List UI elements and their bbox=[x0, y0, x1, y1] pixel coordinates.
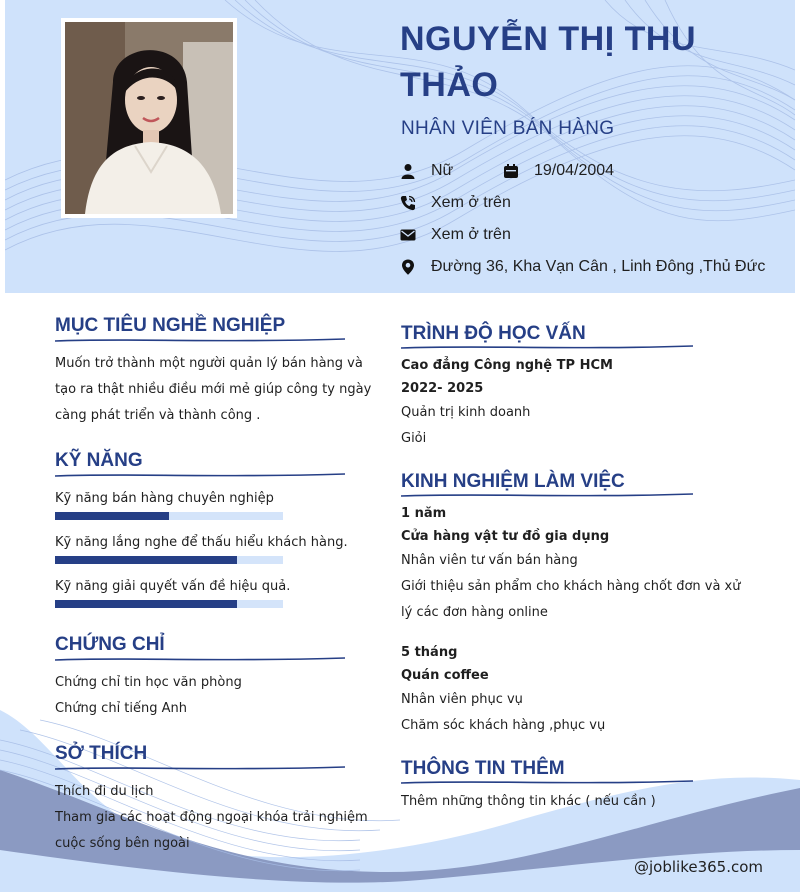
education-major: Quản trị kinh doanh bbox=[401, 405, 531, 420]
certificate-item: Chứng chỉ tiếng Anh bbox=[55, 701, 188, 716]
certificate-item: Chứng chỉ tin học văn phòng bbox=[55, 675, 242, 690]
job-position: Nhân viên phục vụ bbox=[401, 692, 523, 707]
objective-underline bbox=[55, 336, 345, 344]
email-row bbox=[400, 226, 511, 244]
calendar-icon bbox=[503, 163, 519, 179]
education-school: Cao đẳng Công nghệ TP HCM bbox=[401, 358, 613, 373]
experience-title: KINH NGHIỆM LÀM VIỆC bbox=[401, 471, 625, 492]
skill-label: Kỹ năng giải quyết vấn đề hiệu quả. bbox=[55, 579, 291, 594]
job-desc-line: Chăm sóc khách hàng ,phục vụ bbox=[401, 718, 606, 733]
certificates-underline bbox=[55, 655, 345, 663]
phone-icon bbox=[400, 195, 416, 211]
education-underline bbox=[401, 343, 693, 351]
hobby-line: Thích đi du lịch bbox=[55, 784, 154, 799]
objective-title: MỤC TIÊU NGHỀ NGHIỆP bbox=[55, 315, 286, 336]
job-duration: 1 năm bbox=[401, 506, 447, 521]
email-icon bbox=[400, 227, 416, 243]
profile-photo-frame bbox=[61, 18, 237, 218]
skills-title: KỸ NĂNG bbox=[55, 450, 143, 471]
user-icon bbox=[400, 163, 416, 179]
hobbies-title: SỞ THÍCH bbox=[55, 743, 148, 764]
profile-photo bbox=[65, 22, 233, 214]
birthday-value: 19/04/2004 bbox=[534, 162, 615, 179]
extra-info-underline bbox=[401, 778, 693, 786]
gender-value: Nữ bbox=[431, 162, 454, 179]
hobby-line: cuộc sống bên ngoài bbox=[55, 836, 190, 851]
location-icon bbox=[400, 259, 416, 275]
objective-text bbox=[55, 351, 371, 429]
certificates-title: CHỨNG CHỈ bbox=[55, 634, 165, 655]
job-desc-line: lý các đơn hàng online bbox=[401, 605, 548, 620]
gender-row bbox=[400, 162, 453, 180]
phone-row bbox=[400, 194, 511, 212]
skill-bar bbox=[55, 512, 283, 520]
education-details bbox=[401, 400, 530, 452]
hobbies-underline bbox=[55, 764, 345, 772]
job-details bbox=[401, 548, 741, 626]
hobbies-text bbox=[55, 779, 368, 857]
extra-info-text: Thêm những thông tin khác ( nếu cần ) bbox=[401, 794, 656, 809]
job-duration: 5 tháng bbox=[401, 645, 458, 660]
skills-underline bbox=[55, 471, 345, 479]
skill-label: Kỹ năng bán hàng chuyên nghiệp bbox=[55, 491, 274, 506]
objective-line: tạo ra thật nhiều điều mới mẻ giúp công ty ngày bbox=[55, 382, 372, 397]
phone-value: Xem ở trên bbox=[431, 194, 511, 211]
birthday-row bbox=[503, 162, 614, 180]
objective-line: Muốn trở thành một người quản lý bán hàng và bbox=[55, 356, 363, 371]
job-company: Cửa hàng vật tư đồ gia dụng bbox=[401, 529, 610, 544]
skill-bar-fill bbox=[55, 556, 237, 564]
job-details bbox=[401, 687, 605, 739]
education-period: 2022- 2025 bbox=[401, 381, 484, 396]
footer-brand[interactable]: @joblike365.com bbox=[634, 858, 764, 876]
candidate-name: NGUYỄN THỊ THU THẢO bbox=[400, 20, 696, 104]
job-position: Nhân viên tư vấn bán hàng bbox=[401, 553, 578, 568]
address-value: Đường 36, Kha Vạn Cân , Linh Đông ,Thủ Đức bbox=[431, 258, 766, 275]
header-banner bbox=[5, 0, 795, 293]
skill-bar bbox=[55, 600, 283, 608]
address-row bbox=[400, 258, 765, 276]
skill-bar-fill bbox=[55, 512, 169, 520]
certificates-list bbox=[55, 670, 242, 722]
skill-bar bbox=[55, 556, 283, 564]
hobby-line: Tham gia các hoạt động ngoại khóa trải nghiệm bbox=[55, 810, 368, 825]
skill-bar-fill bbox=[55, 600, 237, 608]
objective-line: càng phát triển và thành công . bbox=[55, 408, 261, 423]
extra-info-title: THÔNG TIN THÊM bbox=[401, 758, 565, 779]
education-title: TRÌNH ĐỘ HỌC VẤN bbox=[401, 323, 586, 344]
experience-underline bbox=[401, 491, 693, 499]
skill-label: Kỹ năng lắng nghe để thấu hiểu khách hàng. bbox=[55, 535, 348, 550]
education-grade: Giỏi bbox=[401, 431, 427, 446]
job-desc-line: Giới thiệu sản phẩm cho khách hàng chốt đơn và xử bbox=[401, 579, 741, 594]
job-title: NHÂN VIÊN BÁN HÀNG bbox=[401, 118, 615, 139]
job-company: Quán coffee bbox=[401, 668, 489, 683]
email-value: Xem ở trên bbox=[431, 226, 511, 243]
